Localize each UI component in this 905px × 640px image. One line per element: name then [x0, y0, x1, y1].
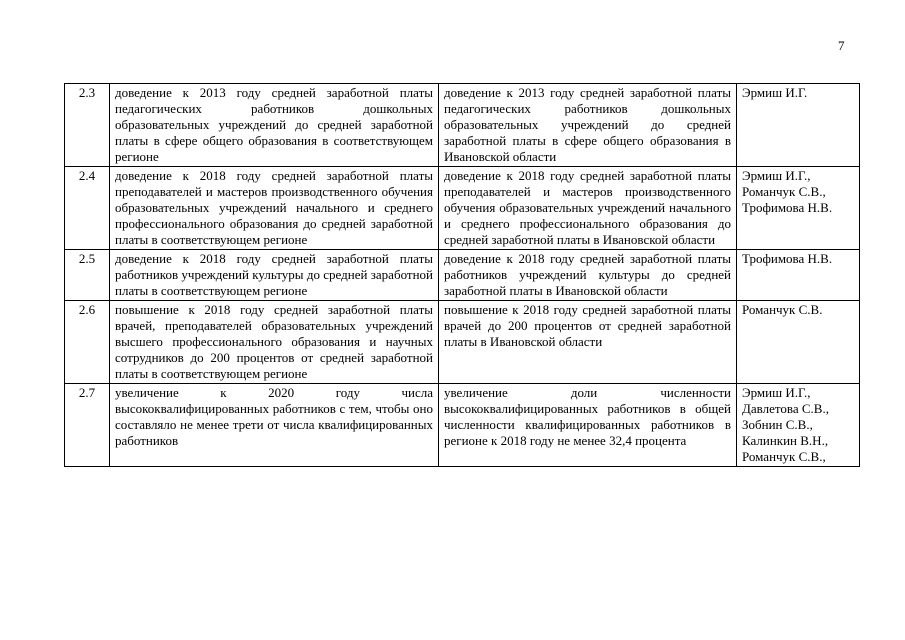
- indicator-cell: доведение к 2013 году средней заработной платы педагогических работников дошкольных образовательных учреждений до средней заработной платы в сфере общего образования в Ивановской области: [439, 84, 737, 167]
- indicator-cell: увеличение доли численности высококвалифицированных работников в общей численности квалифицированных работников в регионе к 2018 году не менее 32,4 процента: [439, 384, 737, 467]
- responsible-cell: Эрмиш И.Г., Романчук С.В., Трофимова Н.В.: [737, 167, 860, 250]
- measures-table: [64, 83, 860, 467]
- responsible-cell: Романчук С.В.: [737, 301, 860, 384]
- indicator-cell: доведение к 2018 году средней заработной платы преподавателей и мастеров производственного обучения образовательных учреждений начального и среднего профессионального образования до средней заработной платы в Ивановской области: [439, 167, 737, 250]
- page-number: 7: [838, 38, 845, 53]
- table-row: [65, 167, 860, 250]
- task-cell: доведение к 2018 году средней заработной платы преподавателей и мастеров производственного обучения образовательных учреждений начального и среднего профессионального образования до средней заработной платы в соответствующем регионе: [110, 167, 439, 250]
- table-row: [65, 384, 860, 467]
- task-cell: доведение к 2018 году средней заработной платы работников учреждений культуры до средней заработной платы в соответствующем регионе: [110, 250, 439, 301]
- task-cell: повышение к 2018 году средней заработной платы врачей, преподавателей образовательных учреждений высшего профессионального образования и научных сотрудников до 200 процентов от средней заработной платы в соответствующем регионе: [110, 301, 439, 384]
- indicator-cell: доведение к 2018 году средней заработной платы работников учреждений культуры до средней заработной платы в Ивановской области: [439, 250, 737, 301]
- table-row: [65, 250, 860, 301]
- indicator-cell: повышение к 2018 году средней заработной платы врачей до 200 процентов от средней заработной платы в Ивановской области: [439, 301, 737, 384]
- table-row: [65, 84, 860, 167]
- task-cell: доведение к 2013 году средней заработной платы педагогических работников дошкольных образовательных учреждений до средней заработной платы в сфере общего образования в соответствующем регионе: [110, 84, 439, 167]
- row-number: 2.6: [65, 301, 110, 384]
- responsible-cell: Трофимова Н.В.: [737, 250, 860, 301]
- responsible-cell: Эрмиш И.Г.: [737, 84, 860, 167]
- row-number: 2.3: [65, 84, 110, 167]
- table-row: [65, 301, 860, 384]
- row-number: 2.7: [65, 384, 110, 467]
- task-cell: увеличение к 2020 году числа высококвалифицированных работников с тем, чтобы оно составляло не менее трети от числа квалифицированных работников: [110, 384, 439, 467]
- responsible-cell: Эрмиш И.Г., Давлетова С.В., Зобнин С.В., Калинкин В.Н., Романчук С.В.,: [737, 384, 860, 467]
- row-number: 2.4: [65, 167, 110, 250]
- row-number: 2.5: [65, 250, 110, 301]
